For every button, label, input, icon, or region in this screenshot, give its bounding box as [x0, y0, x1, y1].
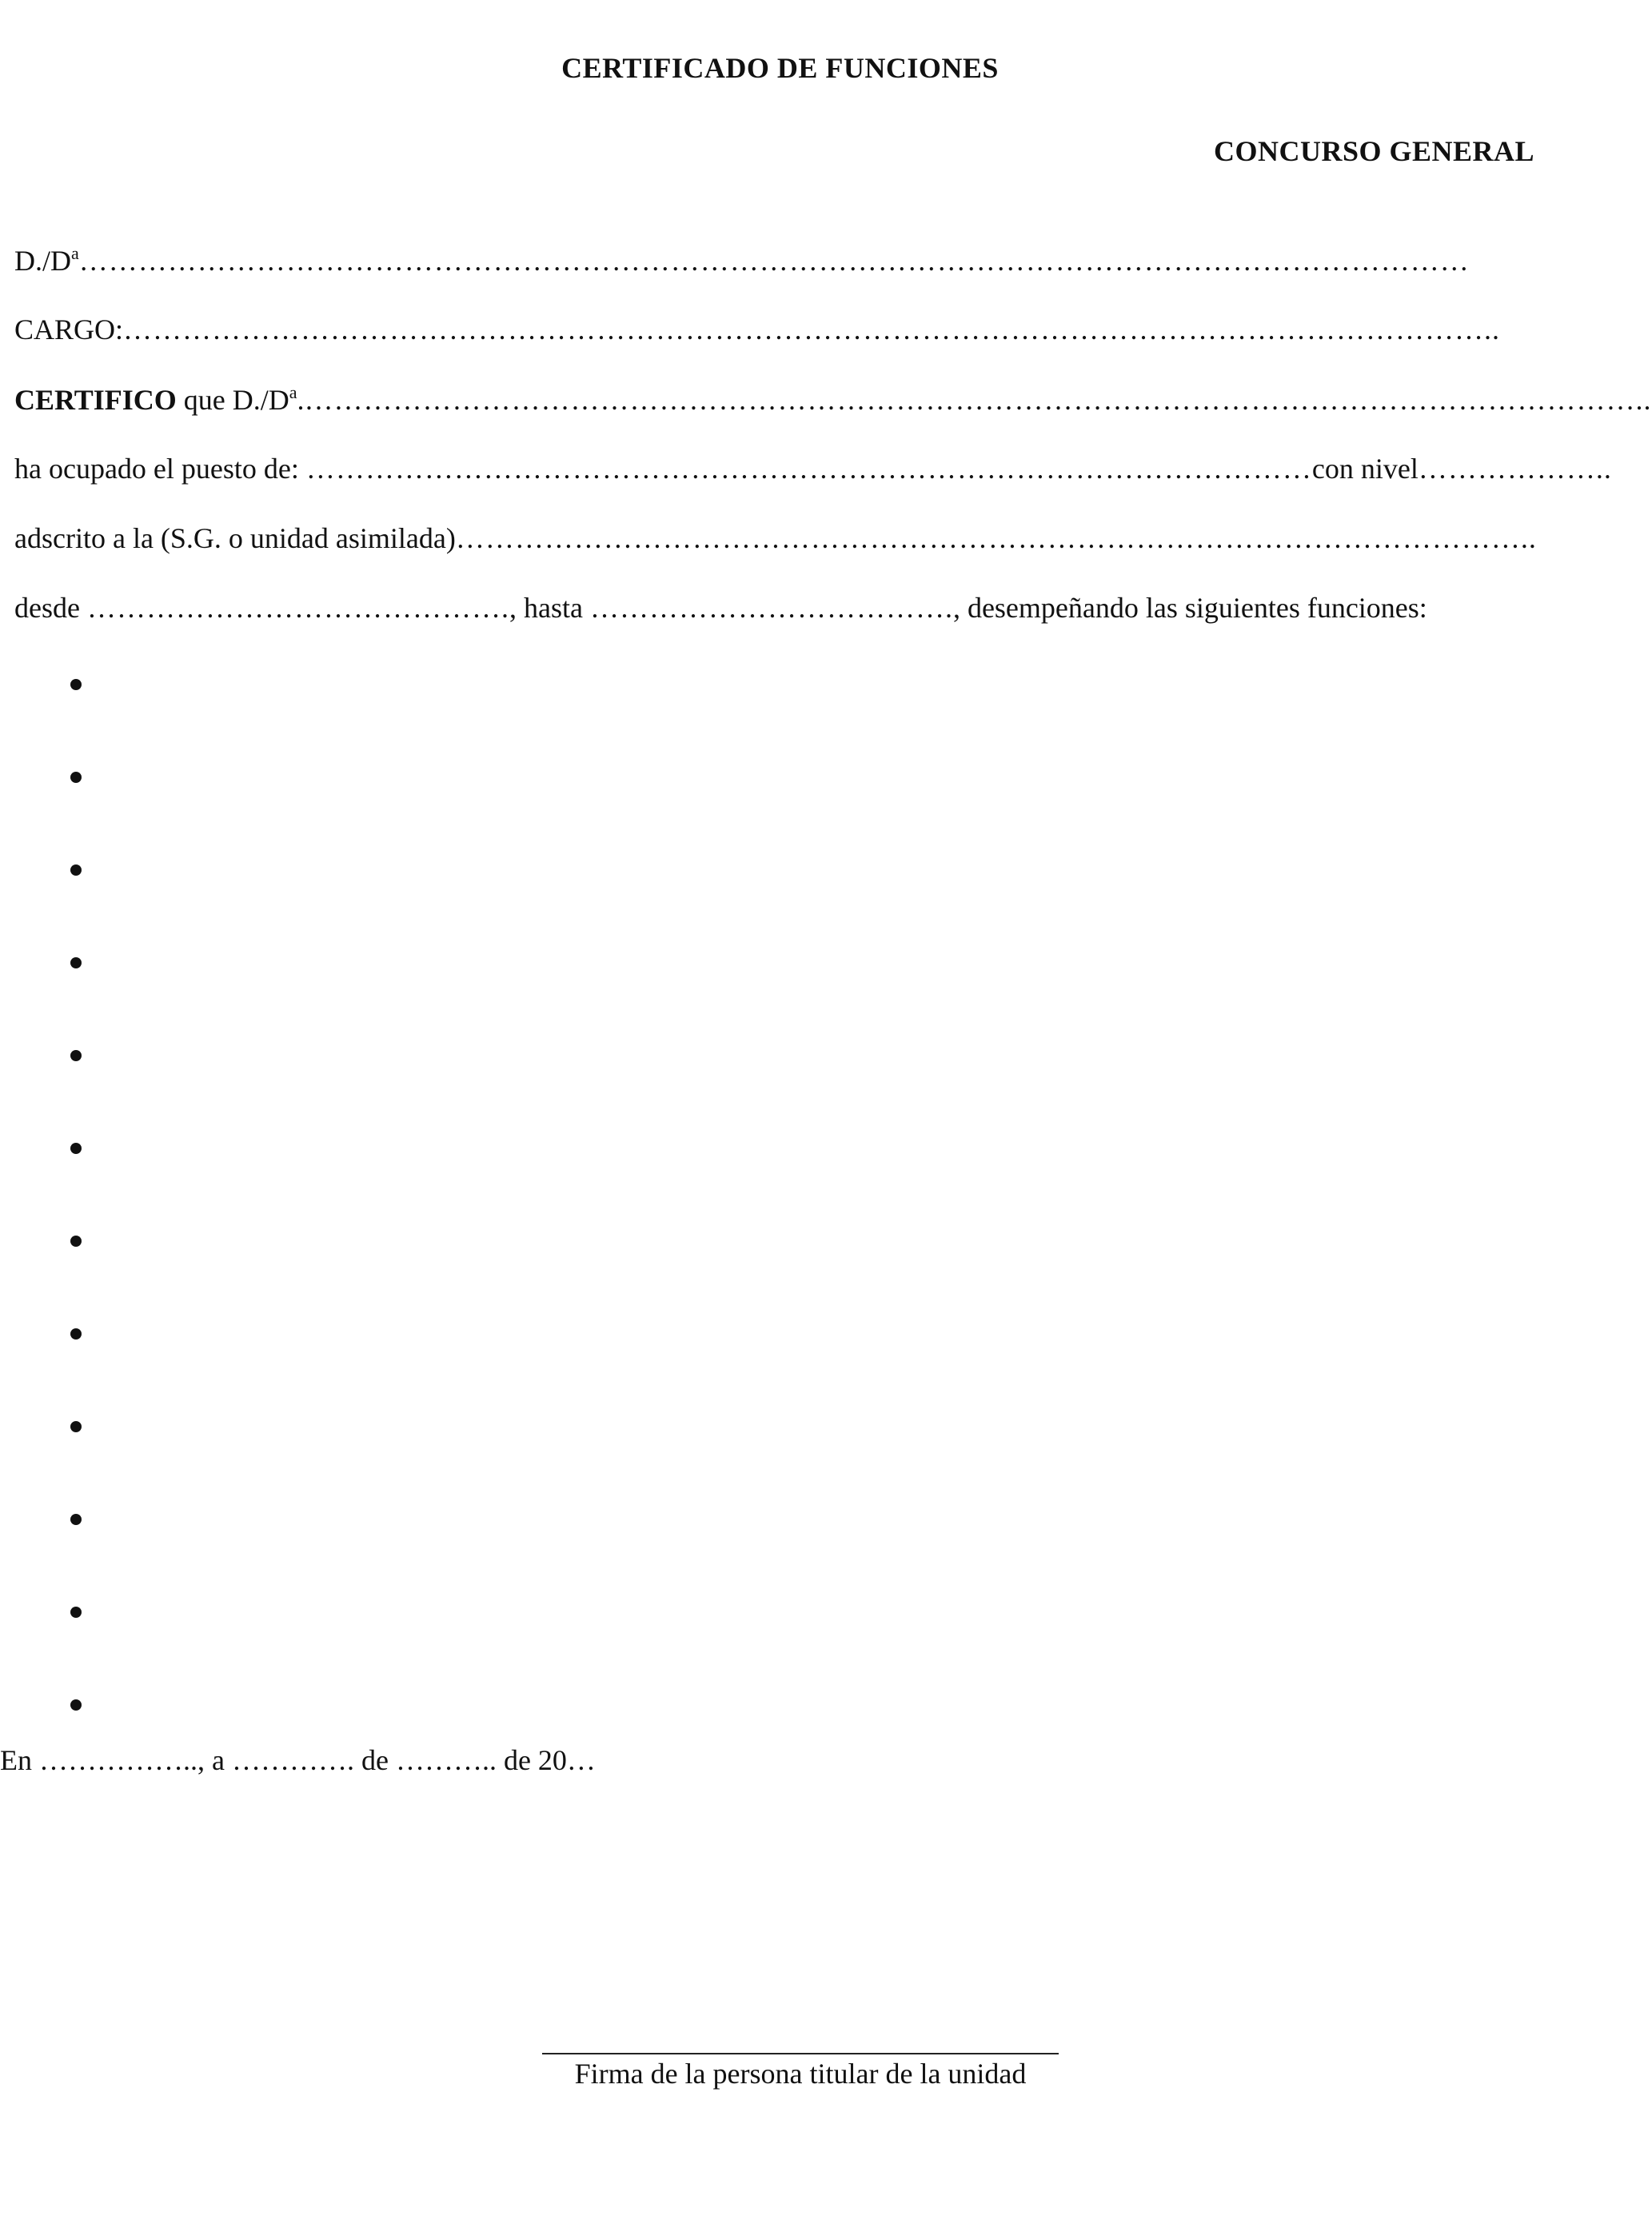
- puesto-line: [14, 452, 1612, 485]
- field-name-line: [14, 243, 1560, 278]
- desde-label: desde: [14, 592, 87, 624]
- adscrito-line: [14, 521, 1560, 555]
- certifico-line: [14, 382, 1652, 417]
- function-bullet: [70, 1421, 82, 1432]
- desde-line: [14, 591, 1560, 625]
- certifico-sup: a: [289, 382, 297, 402]
- document-title: CERTIFICADO DE FUNCIONES: [561, 52, 999, 84]
- function-bullet: [70, 1328, 82, 1340]
- desde-fill[interactable]: …………………………………….: [86, 592, 509, 624]
- function-bullet: [70, 1143, 82, 1154]
- nivel-label: con nivel: [1311, 453, 1419, 485]
- signature-caption: Firma de la persona titular de la unidad: [574, 2058, 1027, 2090]
- adscrito-fill[interactable]: ………………………………………………………………………………………………..: [455, 522, 1537, 554]
- date-line[interactable]: En …………….., a …………. de ……….. de 20…: [0, 1744, 596, 1776]
- document-subtitle: CONCURSO GENERAL: [1213, 135, 1534, 167]
- function-bullet: [70, 957, 82, 968]
- field-name-fill[interactable]: ……………………………………………………………………………………………………………………………: [78, 245, 1470, 277]
- adscrito-label: adscrito a la (S.G. o unidad asimilada): [14, 522, 456, 554]
- function-bullet: [70, 1050, 82, 1061]
- field-name-label-sup: a: [71, 243, 79, 263]
- function-bullet: [70, 1607, 82, 1618]
- function-bullet: [70, 864, 82, 876]
- field-cargo-line: [14, 313, 1560, 346]
- function-bullet: [70, 679, 82, 690]
- function-bullet: [70, 1699, 82, 1711]
- hasta-label: , hasta: [509, 592, 590, 624]
- nivel-fill[interactable]: ………………..: [1418, 453, 1612, 485]
- puesto-fill[interactable]: …………………………………………………………………………………………: [305, 453, 1312, 485]
- function-bullet: [70, 772, 82, 783]
- certifico-fill[interactable]: ………………………………………………………………………………………………………………………..: [304, 384, 1652, 416]
- field-cargo-label: CARGO:: [14, 313, 124, 345]
- signature-line[interactable]: [542, 2053, 1059, 2054]
- function-bullet: [70, 1236, 82, 1247]
- desempenando-text: , desempeñando las siguientes funciones:: [952, 592, 1427, 624]
- puesto-label: ha ocupado el puesto de:: [14, 453, 306, 485]
- field-name-label: D./D: [14, 245, 71, 277]
- function-bullet: [70, 1514, 82, 1525]
- hasta-fill[interactable]: ……………………………….: [589, 592, 953, 624]
- certifico-keyword: CERTIFICO: [14, 384, 177, 416]
- certifico-text: que D./D: [176, 384, 289, 416]
- field-cargo-fill[interactable]: …………………………………………………………………………………………………………………………..: [123, 313, 1501, 345]
- certifico-after-sup: .: [297, 384, 305, 416]
